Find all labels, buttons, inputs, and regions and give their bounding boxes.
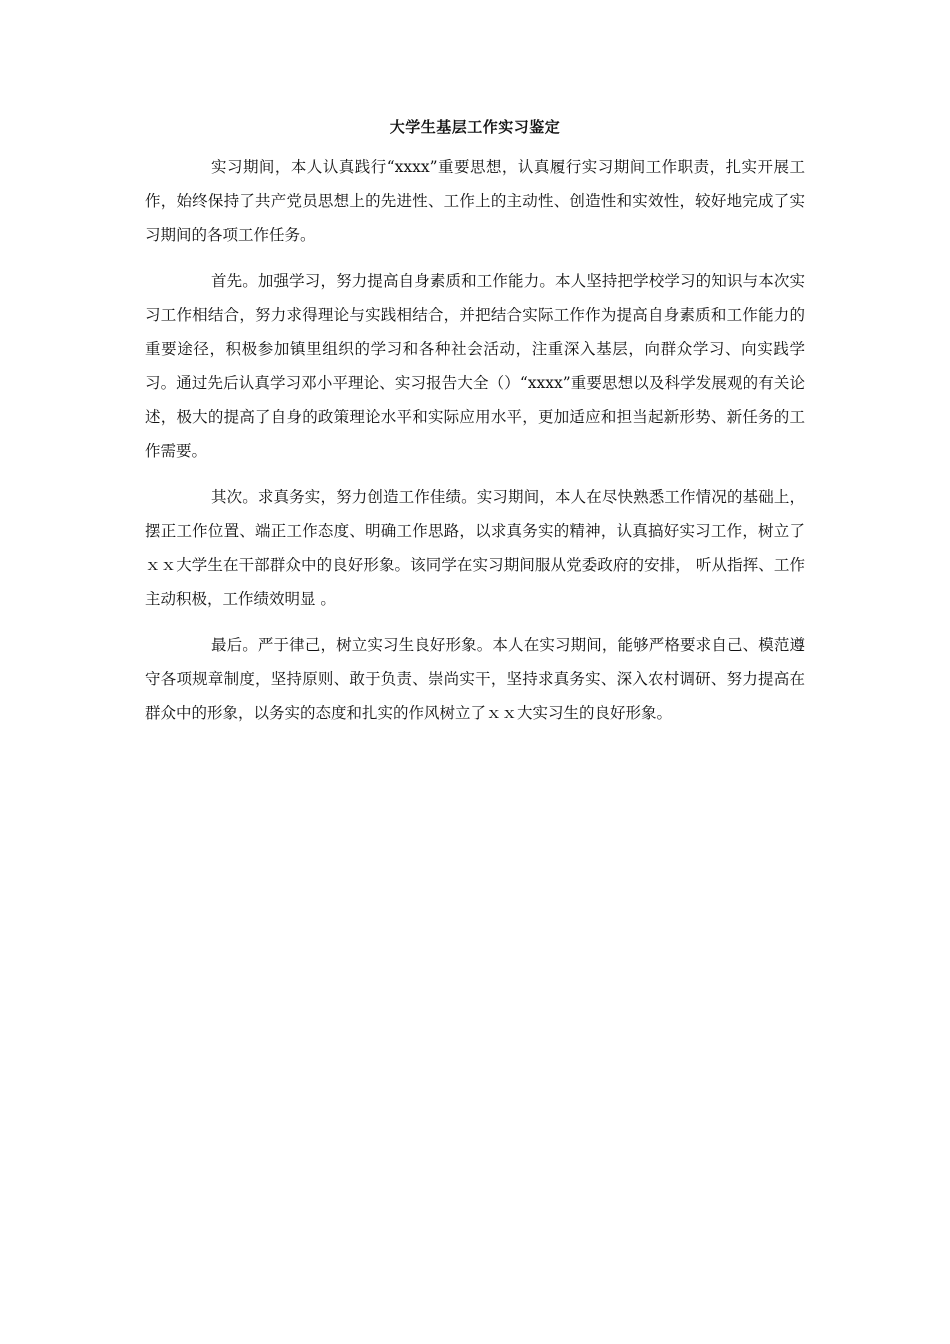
document-body	[145, 150, 805, 742]
paragraph-3: 其次。求真务实，努力创造工作佳绩。实习期间，本人在尽快熟悉工作情况的基础上，摆正工作位置、端正工作态度、明确工作思路，以求真务实的精神，认真搞好实习工作，树立了ｘｘ大学生在干部群众中的良好形象。该同学在实习期间服从党委政府的安排， 听从指挥、工作主动积极，工作绩效明显 。	[145, 488, 805, 608]
document-title: 大学生基层工作实习鉴定	[389, 118, 561, 136]
paragraph-2: 首先。加强学习，努力提高自身素质和工作能力。本人坚持把学校学习的知识与本次实习工作相结合，努力求得理论与实践相结合，并把结合实际工作作为提高自身素质和工作能力的重要途径，积极参加镇里组织的学习和各种社会活动，注重深入基层，向群众学习、向实践学习。通过先后认真学习邓小平理论、实习报告大全（）“xxxx”重要思想以及科学发展观的有关论述，极大的提高了自身的政策理论水平和实际应用水平，更加适应和担当起新形势、新任务的工作需要。	[145, 272, 805, 460]
paragraph-4: 最后。严于律己，树立实习生良好形象。本人在实习期间，能够严格要求自己、模范遵守各项规章制度，坚持原则、敢于负责、崇尚实干，坚持求真务实、深入农村调研、努力提高在群众中的形象，以务实的态度和扎实的作风树立了ｘｘ大实习生的良好形象。	[145, 636, 805, 722]
paragraph-1: 实习期间，本人认真践行“xxxx”重要思想，认真履行实习期间工作职责，扎实开展工作，始终保持了共产党员思想上的先进性、工作上的主动性、创造性和实效性，较好地完成了实习期间的各项工作任务。	[145, 158, 805, 244]
